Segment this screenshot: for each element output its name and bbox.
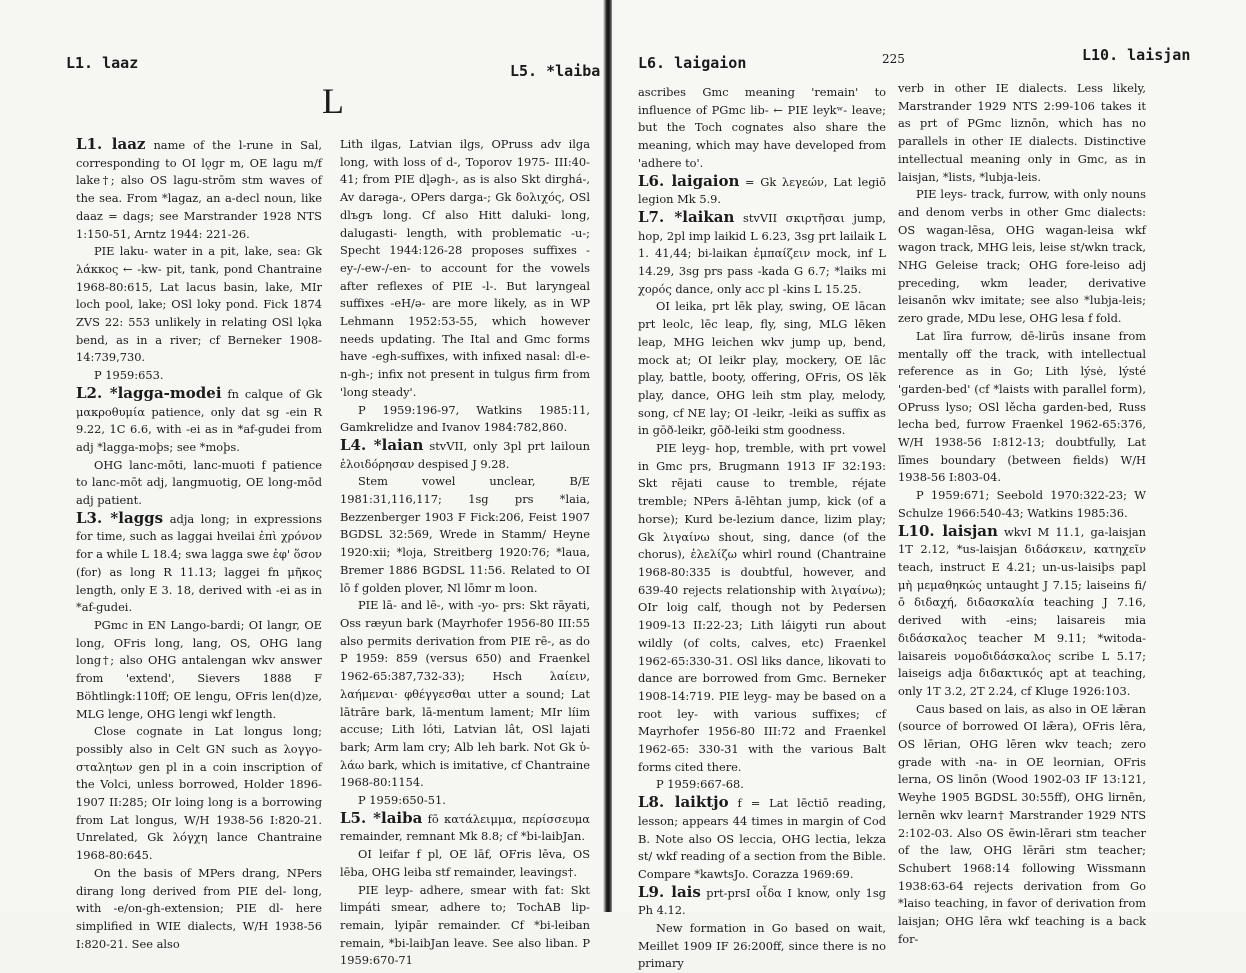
paragraph: New formation in Go based on wait, Meillet 1909 IF 26:200ff, since there is no primary [638, 921, 886, 971]
running-head-right: L5. *laiba [510, 62, 601, 80]
paragraph: ascribes Gmc meaning 'remain' to influence of PGmc lib- ← PIE leykʷ- leave; but the Toch cognates also share the meaning, which may have developed from 'adhere to'. [638, 85, 886, 170]
headword: L3. *laggs [76, 508, 164, 527]
entry-text: name of the l-rune in Sal, corresponding to OI lǫgr m, OE lagu m/f lake†; also OS lagu-strōm stm waves of the sea. From *lagaz, an a-decl noun, like daaz = dags; see Marstrander 1928 NTS 1:150-51, Arntz 1944: 221-26. [76, 138, 323, 241]
paragraph: PGmc in EN Lango-bardi; OI langr, OE long, OFris long, lang, OS, OHG lang long†; also OHG antalengan wkv answer from 'extend', Sievers 1888 F Böhtlingk:110ff; OE lengu, OFris len(d)ze, MLG lenge, OHG lengi wkf length. [76, 617, 322, 721]
entry-text: wkvI M 11.1, ga-laisjan 1T 2.12, *us-laisjan διδάσκειν, κατηχεῖν teach, instruct E 4.21; un-us-laisiþs papl μὴ μεμαθηκώς untaught J 7.15; laiseins fi/ō διδαχή, διδασκαλία teaching J 7.16, derived with -eins; laisareis mia διδάσκαλος teacher M 9.11; *witoda-laisareis νομοδιδάσκαλος scribe L 5.17; laiseigs adja διδακτικός apt at teaching, only 1T 3.2, 2T 2.24, cf Kluge 1926:103. [898, 524, 1146, 698]
running-head-right: L10. laisjan [1082, 46, 1191, 64]
headword: L6. laigaion [638, 171, 740, 190]
entry-text: prt-prsI οἶδα I know, only 1sg Ph 4.12. [638, 885, 886, 918]
left-page-column-2 [340, 136, 590, 968]
paragraph: PIE leyg- hop, tremble, with prt vowel in Gmc prs, Brugmann 1913 IF 32:193: Skt rējati cause to tremble, réjate tremble; NPers ā-lēhtan jump, kick (of a horse); Kurd be-lezium dance, lizim play; Gk λιγαίνω shout, sing, dance (of the chorus), ἐλελίζω whirl round (Chantraine 1968-80:335 is doubtful, however, and 639-40 rejects relationship with λιγαίνω); OIr loig calf, though not by Pedersen 1909-13 II:22-23; Lith láigyti run about wildly (of colts, calves, etc) Fraenkel 1962-65:330-31. OSl liks dance, likovati to dance are borrowed from Gmc. Berneker 1908-14:719. PIE leyg- may be based on a root ley- with various suffixes; cf Mayrhofer 1956-80 III:72 and Fraenkel 1962-65: 330-31 with the various Balt forms cited there. [638, 441, 886, 774]
entry-text: stvVII, only 3pl prt lailoun ἐλοιδόρησαν despised J 9.28. [340, 438, 590, 471]
dictionary-entry [340, 437, 590, 473]
reference-line: P 1959:667-68. [656, 777, 744, 792]
paragraph: Caus based on lais, as also in OE lǣran (source of borrowed OI lǣra), OFris lēra, OS lērian, OHG lēren wkv teach; zero grade with -na- in OE leornian, OFris lerna, OS linōn (Wood 1902-03 IF 13:121, Weyhe 1905 BGDSL 30:55ff), OHG lirnēn, lernēn wkv learn† Marstrander 1929 NTS 2:102-03. Also OS ēwin-lērari stm teacher of the law, OHG lērāri stm teacher; Schubert 1968:14 following Wissmann 1938:63-64 rejects derivation from Go *laiso teaching, in favor of derivation from laisjan; OHG lēra wkf teaching is a back for- [898, 701, 1146, 946]
dictionary-entry [638, 209, 886, 299]
headword: L1. laaz [76, 135, 146, 153]
running-head-left: L1. laaz [66, 54, 139, 72]
headword: L5. *laiba [340, 808, 423, 827]
paragraph: Stem vowel unclear, B/E 1981:31,116,117; 1sg prs *laia, Bezzenberger 1903 F Fick:206, Feist 1907 BGDSL 32:569, Wrede in Stamm/ Heyne 1920:xii; *loja, Streitberg 1920:76; *laua, Bremer 1886 BGDSL 11:56. Related to OI lō f golden plover, Nl lōmr m loon. [340, 474, 590, 595]
dictionary-entry [638, 884, 886, 920]
paragraph: Close cognate in Lat longus long; possibly also in Celt GN such as λογγο-σταληtων gen pl in a coin inscription of the Volci, unless borrowed, Holder 1896-1907 II:285; OIr loing long is a borrowing from Lat longus, W/H 1938-56 I:820-21. Unrelated, Gk λόγχη lance Chantraine 1968-80:645. [76, 724, 322, 863]
dictionary-entry [638, 173, 886, 209]
dictionary-entry [76, 510, 322, 617]
headword: L10. laisjan [898, 521, 998, 540]
left-page [0, 0, 604, 968]
paragraph: PIE laku- water in a pit, lake, sea: Gk λάκκος ← -kw- pit, tank, pond Chantraine 1968-80:615, Lat lacus basin, lake, MIr loch pool, lake; OSl loky pond. Fick 1874 ZVS 22: 553 unlikely in relating OSl lǫka bend, as in a river; cf Berneker 1908-14:739,730. [76, 244, 322, 365]
paragraph: OHG lanc-mōti, lanc-muoti f patience to lanc-mōt adj, langmuotig, OE long-mōd adj patient. [76, 457, 322, 508]
paragraph: PIE leyp- adhere, smear with fat: Skt limpáti smear, adhere to; TochAB lip- remain, lyipār remainder. Cf *bi-leiban remain, *bi-laibJan leave. See also liban. P 1959:670-71 [340, 882, 590, 968]
paragraph: Lat līra furrow, dē-lirūs insane from mentally off the track, with intellectual reference as in Go; Lith lýsė, lýsté 'garden-bed' (cf *laists with parallel form), OPruss lyso; OSl lěcha garden-bed, Russ lecha bed, furrow Fraenkel 1962-65:376, W/H 1938-56 I:812-13; doubtfully, Lat līmes boundary (between fields) W/H 1938-56 I:803-04. [898, 328, 1146, 485]
dictionary-entry [638, 794, 886, 884]
entry-text: adja long; in expressions for time, such as laggai hveilai ἐπὶ χρόνον for a while L 18.4; swa lagga swe ἐφ' ὅσον (for) as long R 11.13; laggei fn μῆκος length, only E 3. 18, derived with -ei as in *af-gudei. [76, 511, 322, 615]
headword: L2. *lagga-modei [76, 383, 222, 402]
left-page-column-1 [76, 135, 323, 951]
reference-line: P 1959:653. [94, 368, 164, 383]
headword: L7. *laikan [638, 207, 735, 226]
entry-text: fn calque of Gk μακροθυμία patience, only dat sg -ein R 9.22, 1C 6.6, with -ei as in *af-gudei from adj *lagga-moþs; see *moþs. [76, 386, 322, 454]
paragraph: verb in other IE dialects. Less likely, Marstrander 1929 NTS 2:99-106 takes it as prt of PGmc liznōn, which has no parallels in other IE dialects. Distinctive intellectual meaning only in Gmc, as in laisjan, *lists, *lubja-leis. [898, 81, 1146, 184]
running-head-left: L6. laigaion [638, 54, 747, 72]
entry-text: stvVII σκιρτῆσαι jump, hop, 2pl imp laikid L 6.23, 3sg prt lailaik L 1. 41,44; bi-laikan ἐμπαίζειν mock, inf L 14.29, 3sg prs pass -kada G 6.7; *laiks mi χορός dance, only acc pl -kins L 15.25. [638, 210, 886, 296]
dictionary-entry [76, 385, 322, 457]
paragraph: Lith ilgas, Latvian ilgs, OPruss adv ilga long, with loss of d-, Toporov 1975- III:40-41; from PIE dl̥ǝgh-, as is also Skt dirghá-, Av darəga-, OPers darga-; Gk δολιχός, OSl dlъgъ long. Cf also Hitt daluki- long, dalugasti- length, with problematic -u-; Specht 1944:126-28 proposes suffixes -ey-/-ew-/-en- to account for the vowels after reflexes of PIE -l-. But laryngeal suffixes -eH/ǝ- are more likely, as in WP Lehmann 1952:53-55, which however needs updating. The Ital and Gmc forms have -egh-suffixes, with infixed nasal: dl-e-n-gh-; infix not present in tulgus firm from 'long steady'. [340, 137, 590, 399]
headword: L9. lais [638, 882, 701, 901]
dictionary-entry [898, 523, 1146, 701]
entry-text: f = Lat lēctiō reading, lesson; appears 44 times in margin of Cod B. Note also OS leccia, OHG lectia, lekza st/ wkf reading of a section from the Bible. Compare *kawtsJo. Corazza 1969:69. [638, 796, 886, 881]
paragraph: OI leifar f pl, OE lāf, OFris lēva, OS lēba, OHG leiba stf remainder, leavings†. [340, 847, 590, 879]
paragraph: On the basis of MPers drang, NPers dirang long derived from PIE del- long, with -e/on-gh-extension; PIE dl- here simplified in WIE dialects, W/H 1938-56 I:820-21. See also [76, 865, 322, 951]
page-number: 225 [882, 52, 905, 66]
dictionary-entry [76, 136, 322, 243]
dictionary-entry [340, 810, 590, 846]
paragraph: OI leika, prt lēk play, swing, OE lācan prt leolc, lēc leap, fly, sing, MLG lēken leap, MHG leichen wkv jump up, bend, mock at; OI leikr play, mockery, OE lāc play, battle, booty, offering, OFris, OS lēk play, dance, OHG leih stm play, melody, song, cf NE lay; OI -leikr, -leiki as suffix as in gōð-leikr, gōð-leiki stm goodness. [638, 299, 886, 438]
section-letter: L [322, 81, 344, 121]
reference-line: P 1959:671; Seebold 1970:322-23; W Schulze 1966:540-43; Watkins 1985:36. [898, 488, 1146, 520]
reference-line: P 1959:196-97, Watkins 1985:11, Gamkrelidze and Ivanov 1984:782,860. [340, 402, 590, 435]
entry-text: = Gk λεγεών, Lat legiō legion Mk 5.9. [638, 174, 886, 207]
headword: L8. laiktjo [638, 793, 729, 812]
headword: L4. *laian [340, 435, 424, 454]
reference-line: P 1959:650-51. [358, 793, 446, 808]
paragraph: PIE lā- and lē-, with -yo- prs: Skt rāyati, Oss ræyun bark (Mayrhofer 1956-80 III:55 also permits derivation from PIE rē-, as do P 1959: 859 (versus 650) and Fraenkel 1962-65:387,732-33); Hsch λαίειν, λαήμεναι· φθέγγεσθαι utter a sound; Lat lātrāre bark, lā-mentum lament; MIr líim accuse; Lith lóti, Latvian lât, OSl lajati bark; Arm lam cry; Alb leh bark. Not Gk ὑ-λάω bark, which is imitative, cf Chantraine 1968-80:1154. [340, 598, 590, 790]
right-page-column-1 [638, 84, 886, 971]
paragraph: PIE leys- track, furrow, with only nouns and denom verbs in other Gmc dialects: OS wagan-lēsa, OHG wagan-leisa wkf wagon track, MHG leis, leise st/wkn track, NHG Geleise track; OHG fore-leiso adj preceding, wkm leader, derivative leisanōn wkv imitate; see also *lubja-leis; zero grade, MDu lese, OHG lesa f fold. [898, 187, 1146, 326]
entry-text: fō κατάλειμμα, περίσσευμα remainder, remnant Mk 8.8; cf *bi-laibJan. [340, 811, 590, 844]
right-page [612, 0, 1246, 971]
right-page-column-2 [898, 80, 1146, 946]
